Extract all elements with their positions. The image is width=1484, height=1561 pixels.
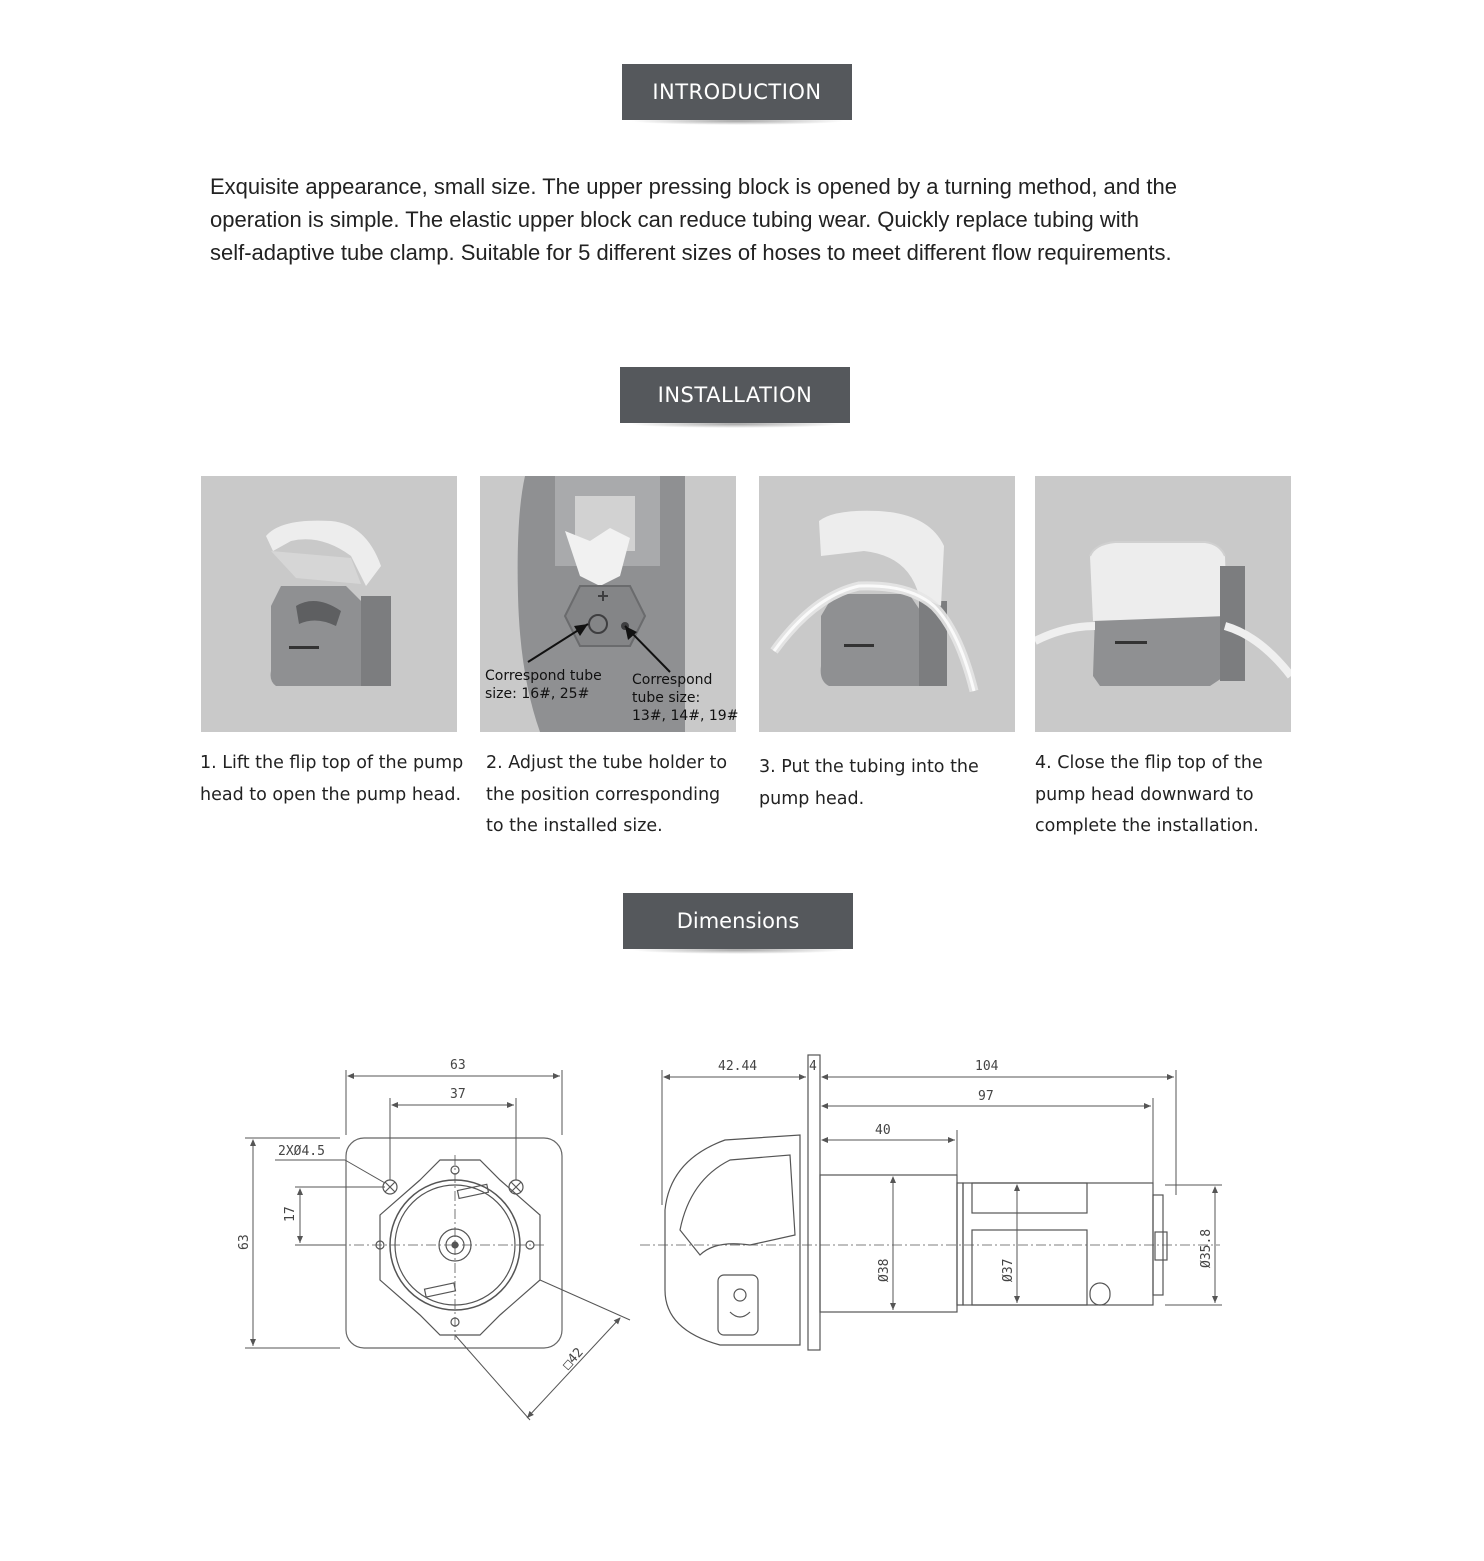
callout-tube-size-right: Correspond tube size: 13#, 14#, 19# bbox=[632, 672, 739, 724]
dim-front-width: 63 bbox=[450, 1058, 466, 1073]
dim-square: □42 bbox=[559, 1345, 587, 1373]
callout-tube-size-left: Correspond tube size: 16#, 25# bbox=[485, 668, 602, 702]
front-view bbox=[300, 1138, 562, 1348]
dim-head-depth: 42.44 bbox=[718, 1059, 758, 1074]
intro-line-2: operation is simple. The elastic upper block can reduce tubing wear. Quickly replace tubing with bbox=[210, 207, 1139, 232]
step-3-caption: 3. Put the tubing into the pump head. bbox=[759, 757, 979, 809]
dimensions-heading: Dimensions bbox=[623, 893, 853, 949]
step-4-image bbox=[1035, 476, 1291, 732]
dim-dia-end: Ø35.8 bbox=[1199, 1228, 1214, 1268]
step-2-caption: 2. Adjust the tube holder to the position corresponding to the installed size. bbox=[486, 753, 728, 836]
step-1-image bbox=[201, 476, 457, 732]
intro-line-3: self-adaptive tube clamp. Suitable for 5 different sizes of hoses to meet different flow requirements. bbox=[210, 240, 1172, 265]
dim-dia-motor: Ø37 bbox=[1001, 1258, 1016, 1282]
installation-heading: INSTALLATION bbox=[620, 367, 850, 423]
dim-flange: 4 bbox=[809, 1059, 817, 1074]
dim-hole-spacing: 37 bbox=[450, 1087, 466, 1102]
dim-front-height: 63 bbox=[237, 1234, 252, 1250]
side-view bbox=[640, 1055, 1220, 1350]
dim-body-length: 97 bbox=[978, 1089, 994, 1104]
dim-gear-length: 40 bbox=[875, 1123, 891, 1138]
dim-holes: 2XØ4.5 bbox=[278, 1144, 325, 1159]
introduction-heading: INTRODUCTION bbox=[622, 64, 852, 120]
step-4-caption: 4. Close the flip top of the pump head downward to complete the installation. bbox=[1035, 753, 1263, 836]
dimension-drawing bbox=[0, 1000, 1484, 1460]
dim-offset: 17 bbox=[283, 1206, 298, 1222]
intro-line-1: Exquisite appearance, small size. The upper pressing block is opened by a turning method, and the bbox=[210, 174, 1177, 199]
intro-paragraph bbox=[210, 170, 1290, 269]
dim-motor-length: 104 bbox=[975, 1059, 999, 1074]
step-3-image bbox=[759, 476, 1015, 732]
dim-dia-gear: Ø38 bbox=[877, 1258, 892, 1282]
step-1-caption: 1. Lift the flip top of the pump head to open the pump head. bbox=[200, 753, 464, 805]
